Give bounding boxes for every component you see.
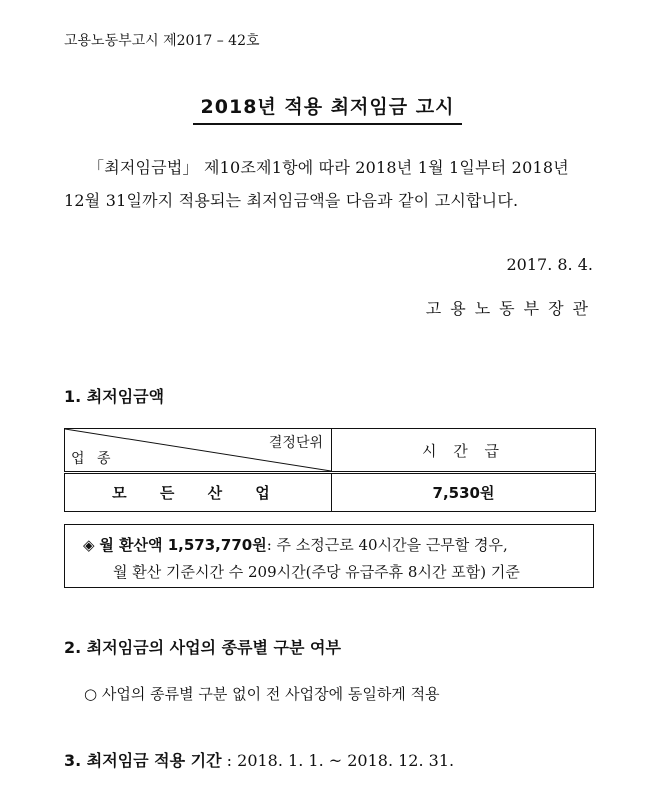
diamond-bullet-icon: ◈	[83, 536, 95, 554]
hourly-header: 시 간 급	[332, 429, 596, 473]
section-2-heading: 2. 최저임금의 사업의 종류별 구분 여부	[64, 638, 341, 657]
industry-label: 업 종	[71, 451, 115, 467]
issuer: 고용노동부장관	[425, 299, 597, 318]
monthly-amount: 월 환산액 1,573,770원	[99, 536, 267, 554]
table-header-row	[65, 429, 596, 473]
table-corner-cell	[65, 429, 332, 473]
notice-number: 고용노동부고시 제2017 – 42호	[64, 33, 260, 49]
decision-unit-label: 결정단위	[268, 435, 323, 451]
section-3-line	[64, 748, 454, 771]
section-2-text: 사업의 종류별 구분 없이 전 사업장에 동일하게 적용	[101, 685, 440, 703]
minimum-wage-table	[64, 428, 596, 512]
body-text-line-1: 「최저임금법」 제10조제1항에 따라 2018년 1월 1일부터 2018년	[88, 158, 569, 177]
hourly-wage-cell: 7,530원	[332, 473, 596, 512]
section-3-heading: 3. 최저임금 적용 기간	[64, 751, 222, 770]
note-line-2: 월 환산 기준시간 수 209시간(주당 유급주휴 8시간 포함) 기준	[113, 563, 520, 581]
table-row	[65, 473, 596, 512]
note-line-1	[83, 534, 508, 555]
body-text-line-2: 12월 31일까지 적용되는 최저임금액을 다음과 같이 고시합니다.	[64, 191, 519, 210]
notice-date: 2017. 8. 4.	[506, 255, 593, 274]
note-line-1-text: : 주 소정근로 40시간을 근무할 경우,	[266, 536, 508, 554]
circle-bullet-icon: ○	[84, 685, 98, 703]
application-period: : 2018. 1. 1. ~ 2018. 12. 31.	[221, 751, 455, 770]
title-container	[0, 92, 655, 125]
section-2-item	[84, 683, 440, 704]
section-1-heading: 1. 최저임금액	[64, 387, 165, 406]
monthly-conversion-note	[64, 524, 594, 588]
document-title: 2018년 적용 최저임금 고시	[193, 92, 463, 125]
all-industries-cell: 모 든 산 업	[65, 473, 332, 512]
